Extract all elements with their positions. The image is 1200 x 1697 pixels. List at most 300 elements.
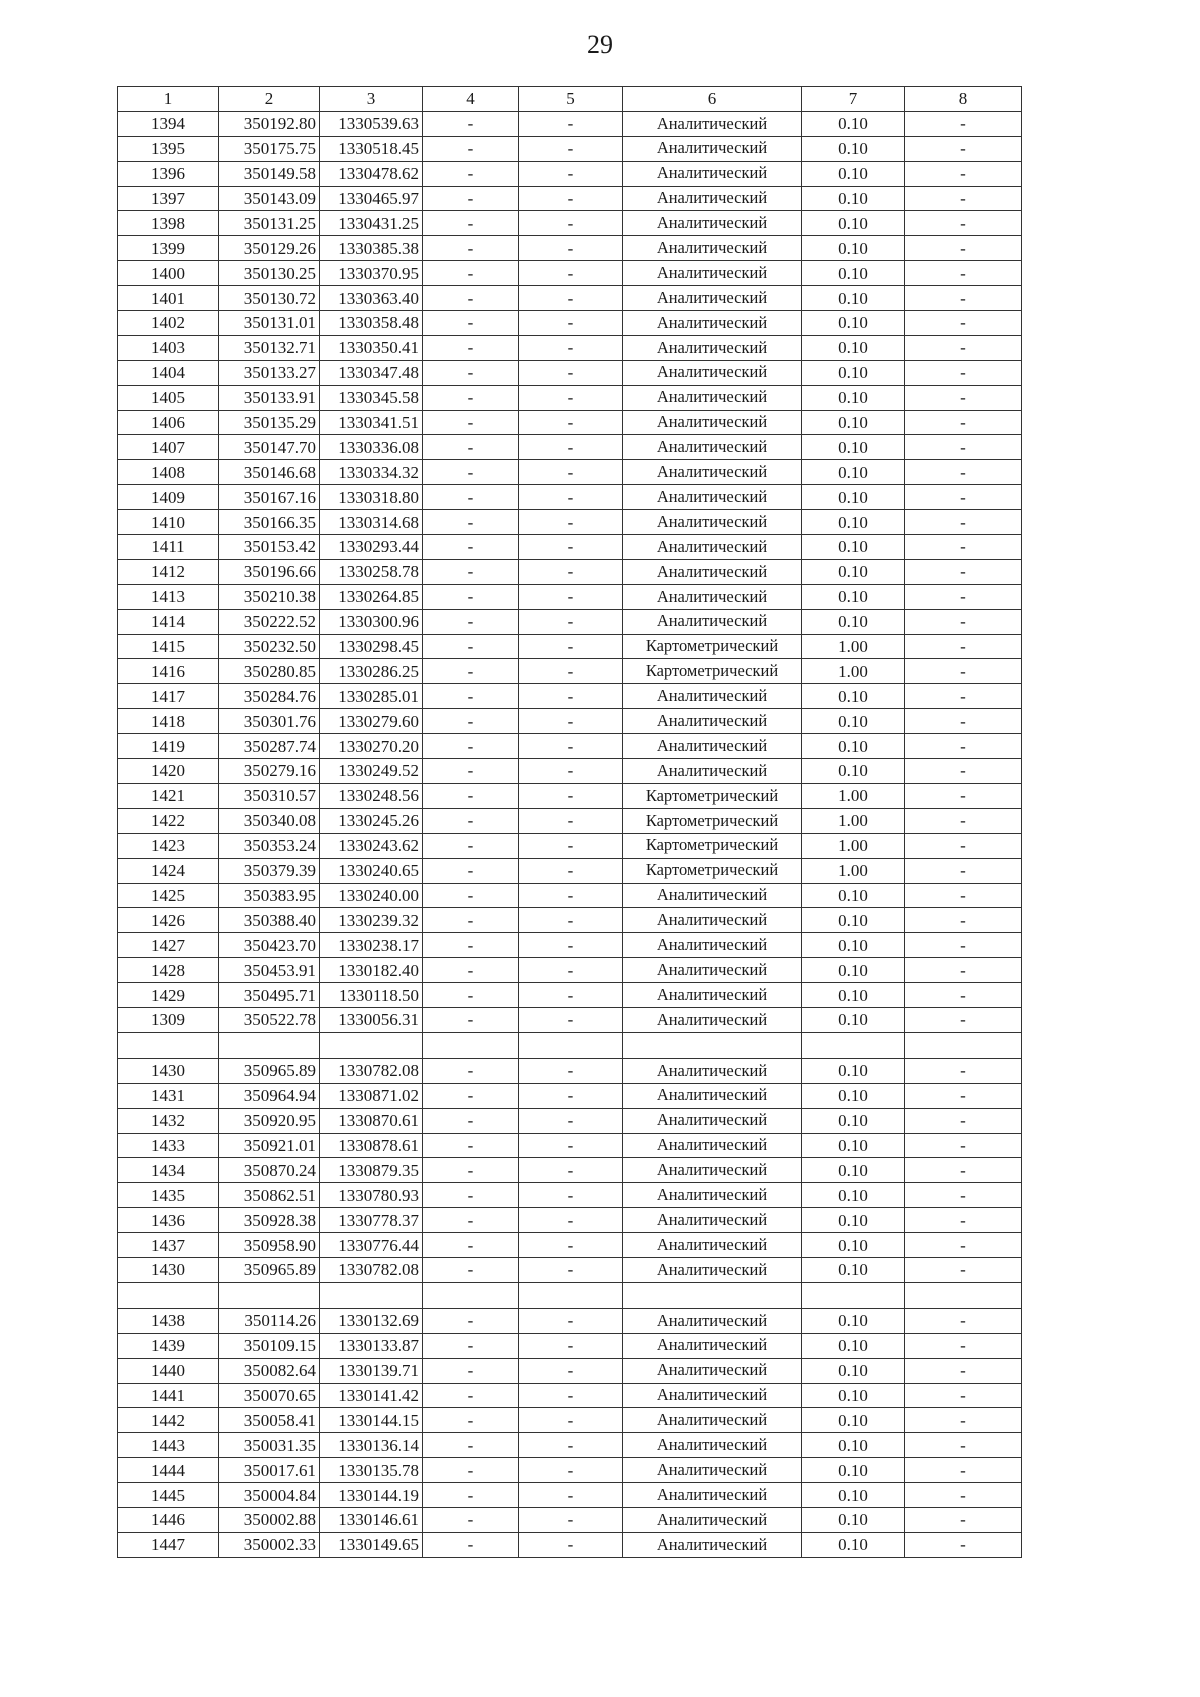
table-cell: - xyxy=(519,286,623,311)
table-cell: - xyxy=(519,510,623,535)
table-cell: 350133.27 xyxy=(219,360,320,385)
table-cell: Аналитический xyxy=(623,1308,802,1333)
table-row xyxy=(118,783,1022,808)
table-cell: 1402 xyxy=(118,311,219,336)
table-cell xyxy=(802,1032,905,1058)
table-cell: - xyxy=(423,808,519,833)
table-cell: 1330144.19 xyxy=(320,1483,423,1508)
table-cell: - xyxy=(423,759,519,784)
table-cell: - xyxy=(905,186,1022,211)
table-cell: 1419 xyxy=(118,734,219,759)
table-cell: 1404 xyxy=(118,360,219,385)
table-cell: 1435 xyxy=(118,1183,219,1208)
table-row xyxy=(118,335,1022,360)
table-cell: - xyxy=(423,111,519,136)
table-cell: Аналитический xyxy=(623,111,802,136)
table-cell: 1444 xyxy=(118,1458,219,1483)
table-cell: 1429 xyxy=(118,983,219,1008)
table-cell: 1330139.71 xyxy=(320,1358,423,1383)
table-cell: 1411 xyxy=(118,535,219,560)
table-cell: 1330286.25 xyxy=(320,659,423,684)
table-cell: - xyxy=(905,410,1022,435)
table-cell: - xyxy=(519,1233,623,1258)
table-cell: Аналитический xyxy=(623,236,802,261)
table-cell: 1330539.63 xyxy=(320,111,423,136)
table-cell: - xyxy=(423,734,519,759)
table-cell: 1433 xyxy=(118,1133,219,1158)
table-cell: - xyxy=(423,933,519,958)
table-cell: 1330385.38 xyxy=(320,236,423,261)
table-cell: Аналитический xyxy=(623,759,802,784)
table-cell: 1405 xyxy=(118,385,219,410)
table-cell: - xyxy=(905,858,1022,883)
table-cell: - xyxy=(519,1383,623,1408)
table-cell: 350002.88 xyxy=(219,1507,320,1532)
column-header: 5 xyxy=(519,87,623,112)
table-cell: 0.10 xyxy=(802,1257,905,1282)
table-cell xyxy=(519,1032,623,1058)
table-cell: - xyxy=(519,1358,623,1383)
table-cell: 0.10 xyxy=(802,535,905,560)
table-cell: - xyxy=(905,759,1022,784)
table-row xyxy=(118,734,1022,759)
table-cell: 0.10 xyxy=(802,186,905,211)
table-cell: - xyxy=(519,833,623,858)
header-row xyxy=(118,87,1022,112)
table-cell: 0.10 xyxy=(802,485,905,510)
table-cell: 1330144.15 xyxy=(320,1408,423,1433)
table-cell: 350109.15 xyxy=(219,1333,320,1358)
table-cell: - xyxy=(519,559,623,584)
table-cell: 0.10 xyxy=(802,1532,905,1557)
table-cell: Аналитический xyxy=(623,1507,802,1532)
table-cell: - xyxy=(423,335,519,360)
table-cell: - xyxy=(423,1383,519,1408)
table-cell: - xyxy=(519,136,623,161)
table-cell: - xyxy=(423,1433,519,1458)
table-cell: - xyxy=(905,958,1022,983)
table-cell: 1394 xyxy=(118,111,219,136)
table-cell: - xyxy=(519,933,623,958)
table-cell: - xyxy=(519,1333,623,1358)
table-cell: - xyxy=(905,161,1022,186)
table-cell: - xyxy=(423,1183,519,1208)
table-cell: 1446 xyxy=(118,1507,219,1532)
table-cell: 350175.75 xyxy=(219,136,320,161)
table-cell: - xyxy=(423,1208,519,1233)
table-cell: 1423 xyxy=(118,833,219,858)
table-cell: 0.10 xyxy=(802,410,905,435)
table-cell: 1.00 xyxy=(802,634,905,659)
table-cell: 0.10 xyxy=(802,460,905,485)
table-cell: 1424 xyxy=(118,858,219,883)
table-cell: - xyxy=(519,609,623,634)
table-row xyxy=(118,908,1022,933)
table-cell xyxy=(320,1282,423,1308)
table-cell: 350167.16 xyxy=(219,485,320,510)
table-cell: 1415 xyxy=(118,634,219,659)
table-cell: 1409 xyxy=(118,485,219,510)
table-cell: 1330778.37 xyxy=(320,1208,423,1233)
table-cell: 1330258.78 xyxy=(320,559,423,584)
table-cell: 1431 xyxy=(118,1083,219,1108)
table-row xyxy=(118,1108,1022,1133)
table-cell xyxy=(802,1282,905,1308)
table-cell: 1445 xyxy=(118,1483,219,1508)
table-cell: 0.10 xyxy=(802,211,905,236)
table-cell: Аналитический xyxy=(623,1133,802,1158)
table-cell: - xyxy=(423,535,519,560)
table-cell: 1330118.50 xyxy=(320,983,423,1008)
table-cell: - xyxy=(519,485,623,510)
table-cell: 350082.64 xyxy=(219,1358,320,1383)
table-cell: 1330363.40 xyxy=(320,286,423,311)
table-row xyxy=(118,1058,1022,1083)
table-row xyxy=(118,1507,1022,1532)
table-cell: 1441 xyxy=(118,1383,219,1408)
table-cell: Аналитический xyxy=(623,385,802,410)
table-cell: 1428 xyxy=(118,958,219,983)
table-cell: - xyxy=(905,485,1022,510)
table-cell: 1330782.08 xyxy=(320,1058,423,1083)
table-cell: - xyxy=(905,1383,1022,1408)
table-cell: - xyxy=(905,1233,1022,1258)
table-cell: Аналитический xyxy=(623,684,802,709)
table-row xyxy=(118,883,1022,908)
table-row xyxy=(118,609,1022,634)
table-cell: 350522.78 xyxy=(219,1007,320,1032)
table-cell: 350921.01 xyxy=(219,1133,320,1158)
table-cell: - xyxy=(423,286,519,311)
table-cell: - xyxy=(423,1108,519,1133)
table-cell: 1330239.32 xyxy=(320,908,423,933)
table-cell: - xyxy=(905,1133,1022,1158)
table-row xyxy=(118,535,1022,560)
table-cell: 1330318.80 xyxy=(320,485,423,510)
table-cell: 0.10 xyxy=(802,1433,905,1458)
table-cell: 350284.76 xyxy=(219,684,320,709)
table-cell xyxy=(118,1032,219,1058)
table-row xyxy=(118,385,1022,410)
table-cell xyxy=(905,1282,1022,1308)
table-cell: 0.10 xyxy=(802,385,905,410)
table-cell: Аналитический xyxy=(623,1183,802,1208)
table-cell: - xyxy=(519,958,623,983)
table-row xyxy=(118,311,1022,336)
table-row xyxy=(118,1308,1022,1333)
table-cell: 350353.24 xyxy=(219,833,320,858)
table-cell: 1330135.78 xyxy=(320,1458,423,1483)
table-cell: - xyxy=(423,709,519,734)
table-cell: 350301.76 xyxy=(219,709,320,734)
table-cell: 0.10 xyxy=(802,1483,905,1508)
table-cell: 1432 xyxy=(118,1108,219,1133)
table-cell: - xyxy=(519,1458,623,1483)
table-cell: 0.10 xyxy=(802,510,905,535)
table-cell: 0.10 xyxy=(802,1183,905,1208)
table-cell: 0.10 xyxy=(802,684,905,709)
table-cell: 0.10 xyxy=(802,335,905,360)
table-cell: 350340.08 xyxy=(219,808,320,833)
table-cell: - xyxy=(905,435,1022,460)
table-cell: 0.10 xyxy=(802,1058,905,1083)
table-row xyxy=(118,808,1022,833)
table-cell xyxy=(423,1282,519,1308)
table-cell: 350388.40 xyxy=(219,908,320,933)
table-cell: - xyxy=(905,460,1022,485)
table-row xyxy=(118,833,1022,858)
table-cell: 1330240.65 xyxy=(320,858,423,883)
table-row xyxy=(118,709,1022,734)
table-row xyxy=(118,435,1022,460)
table-cell: - xyxy=(905,335,1022,360)
table-cell: Аналитический xyxy=(623,1233,802,1258)
table-cell: 1330136.14 xyxy=(320,1433,423,1458)
table-row xyxy=(118,933,1022,958)
table-cell: 1330350.41 xyxy=(320,335,423,360)
table-cell: - xyxy=(519,684,623,709)
table-row xyxy=(118,186,1022,211)
table-cell: 1330358.48 xyxy=(320,311,423,336)
table-cell: 1418 xyxy=(118,709,219,734)
table-cell: 1309 xyxy=(118,1007,219,1032)
table-cell: 1330879.35 xyxy=(320,1158,423,1183)
table-cell: 1330270.20 xyxy=(320,734,423,759)
table-cell: 1399 xyxy=(118,236,219,261)
table-cell: 0.10 xyxy=(802,261,905,286)
table-cell: - xyxy=(905,360,1022,385)
table-cell: 0.10 xyxy=(802,759,905,784)
table-cell: 0.10 xyxy=(802,236,905,261)
table-cell: 350153.42 xyxy=(219,535,320,560)
column-header: 8 xyxy=(905,87,1022,112)
table-cell: 1330149.65 xyxy=(320,1532,423,1557)
table-cell: 1426 xyxy=(118,908,219,933)
table-row xyxy=(118,1133,1022,1158)
table-cell: - xyxy=(905,584,1022,609)
table-cell: 1330518.45 xyxy=(320,136,423,161)
table-cell: - xyxy=(519,1007,623,1032)
table-cell: - xyxy=(905,211,1022,236)
table-cell: 0.10 xyxy=(802,983,905,1008)
table-cell: Картометрический xyxy=(623,858,802,883)
table-row xyxy=(118,485,1022,510)
table-cell: Картометрический xyxy=(623,808,802,833)
table-cell xyxy=(219,1282,320,1308)
table-row xyxy=(118,1483,1022,1508)
table-row xyxy=(118,510,1022,535)
table-cell: Аналитический xyxy=(623,211,802,236)
table-cell: Аналитический xyxy=(623,584,802,609)
table-cell: Аналитический xyxy=(623,1158,802,1183)
table-cell: 1434 xyxy=(118,1158,219,1183)
table-row xyxy=(118,1358,1022,1383)
table-cell: 1438 xyxy=(118,1308,219,1333)
table-cell: - xyxy=(423,1133,519,1158)
table-cell: - xyxy=(905,236,1022,261)
table-cell: - xyxy=(423,485,519,510)
table-row xyxy=(118,684,1022,709)
table-row xyxy=(118,659,1022,684)
table-cell: 350133.91 xyxy=(219,385,320,410)
table-cell: 1440 xyxy=(118,1358,219,1383)
table-cell: - xyxy=(423,1532,519,1557)
table-cell: 1427 xyxy=(118,933,219,958)
table-cell: Аналитический xyxy=(623,1532,802,1557)
table-cell: 350147.70 xyxy=(219,435,320,460)
table-cell: 0.10 xyxy=(802,734,905,759)
table-row xyxy=(118,1083,1022,1108)
table-cell: 350130.25 xyxy=(219,261,320,286)
table-row xyxy=(118,1032,1022,1058)
table-cell: Аналитический xyxy=(623,311,802,336)
table-cell: 1330238.17 xyxy=(320,933,423,958)
table-cell: 0.10 xyxy=(802,1158,905,1183)
table-cell: 1406 xyxy=(118,410,219,435)
table-cell: 0.10 xyxy=(802,1007,905,1032)
table-cell: - xyxy=(423,1458,519,1483)
table-cell: - xyxy=(905,1333,1022,1358)
table-row xyxy=(118,1433,1022,1458)
table-cell: - xyxy=(905,136,1022,161)
table-cell: 1330341.51 xyxy=(320,410,423,435)
table-cell: - xyxy=(519,335,623,360)
table-cell: 1330782.08 xyxy=(320,1257,423,1282)
table-cell: - xyxy=(423,958,519,983)
table-cell: 0.10 xyxy=(802,111,905,136)
table-cell: - xyxy=(423,783,519,808)
table-cell: - xyxy=(905,1007,1022,1032)
table-cell: 1330776.44 xyxy=(320,1233,423,1258)
table-cell: - xyxy=(519,460,623,485)
table-row xyxy=(118,261,1022,286)
table-cell: - xyxy=(423,684,519,709)
table-cell: 1330345.58 xyxy=(320,385,423,410)
table-cell: 1.00 xyxy=(802,858,905,883)
table-cell: - xyxy=(905,734,1022,759)
table-cell: 0.10 xyxy=(802,584,905,609)
table-cell: Аналитический xyxy=(623,1358,802,1383)
table-cell: Аналитический xyxy=(623,1058,802,1083)
table-cell: - xyxy=(519,1257,623,1282)
table-cell: 0.10 xyxy=(802,311,905,336)
table-cell: 0.10 xyxy=(802,1358,905,1383)
table-cell: 1330478.62 xyxy=(320,161,423,186)
table-cell: 1420 xyxy=(118,759,219,784)
table-cell: - xyxy=(905,1083,1022,1108)
table-cell: 1330056.31 xyxy=(320,1007,423,1032)
table-cell: Картометрический xyxy=(623,634,802,659)
table-cell: 350958.90 xyxy=(219,1233,320,1258)
table-row xyxy=(118,161,1022,186)
table-cell: Аналитический xyxy=(623,161,802,186)
table-cell: - xyxy=(905,1408,1022,1433)
coordinates-table xyxy=(117,86,1022,1558)
table-cell: - xyxy=(905,908,1022,933)
table-cell: - xyxy=(905,1108,1022,1133)
table-cell: 350920.95 xyxy=(219,1108,320,1133)
table-row xyxy=(118,211,1022,236)
table-cell: 350964.94 xyxy=(219,1083,320,1108)
table-cell: Аналитический xyxy=(623,958,802,983)
table-cell: - xyxy=(423,1257,519,1282)
table-cell: 0.10 xyxy=(802,1383,905,1408)
table-cell: 350928.38 xyxy=(219,1208,320,1233)
table-cell: - xyxy=(519,1183,623,1208)
table-cell: Аналитический xyxy=(623,1383,802,1408)
table-cell: 1330279.60 xyxy=(320,709,423,734)
table-cell: 1330249.52 xyxy=(320,759,423,784)
table-cell: 350196.66 xyxy=(219,559,320,584)
table-cell: Аналитический xyxy=(623,908,802,933)
table-cell: - xyxy=(423,908,519,933)
table-cell xyxy=(423,1032,519,1058)
table-cell: 1439 xyxy=(118,1333,219,1358)
table-row xyxy=(118,559,1022,584)
table-cell: - xyxy=(905,833,1022,858)
table-cell: - xyxy=(423,559,519,584)
table-cell: - xyxy=(905,1458,1022,1483)
table-row xyxy=(118,634,1022,659)
table-cell: Аналитический xyxy=(623,1257,802,1282)
table-cell: - xyxy=(423,186,519,211)
table-row xyxy=(118,1208,1022,1233)
table-row xyxy=(118,584,1022,609)
table-cell: 350149.58 xyxy=(219,161,320,186)
table-cell: 350114.26 xyxy=(219,1308,320,1333)
table-cell: Аналитический xyxy=(623,435,802,460)
table-cell: Аналитический xyxy=(623,186,802,211)
table-cell: 1330240.00 xyxy=(320,883,423,908)
table-cell: - xyxy=(519,1532,623,1557)
table-cell: - xyxy=(905,808,1022,833)
table-cell: - xyxy=(423,211,519,236)
table-cell: - xyxy=(519,161,623,186)
table-cell: - xyxy=(905,1208,1022,1233)
table-cell: - xyxy=(423,435,519,460)
table-cell: 0.10 xyxy=(802,1133,905,1158)
table-cell: - xyxy=(423,883,519,908)
table-cell: 0.10 xyxy=(802,709,905,734)
table-cell: 350310.57 xyxy=(219,783,320,808)
table-cell xyxy=(623,1282,802,1308)
table-cell: 1330334.32 xyxy=(320,460,423,485)
table-cell xyxy=(623,1032,802,1058)
table-cell: 350379.39 xyxy=(219,858,320,883)
table-cell: - xyxy=(905,1183,1022,1208)
table-cell: 350131.25 xyxy=(219,211,320,236)
table-cell: 350002.33 xyxy=(219,1532,320,1557)
table-cell: 0.10 xyxy=(802,933,905,958)
table-row xyxy=(118,1383,1022,1408)
table-cell: Аналитический xyxy=(623,1483,802,1508)
table-cell: 0.10 xyxy=(802,360,905,385)
table-cell: - xyxy=(423,1083,519,1108)
table-cell: - xyxy=(905,1257,1022,1282)
column-header: 3 xyxy=(320,87,423,112)
table-cell: 350017.61 xyxy=(219,1458,320,1483)
table-cell xyxy=(118,1282,219,1308)
table-cell: - xyxy=(423,1507,519,1532)
table-row xyxy=(118,111,1022,136)
column-header: 1 xyxy=(118,87,219,112)
table-cell: 350166.35 xyxy=(219,510,320,535)
table-cell: - xyxy=(423,1233,519,1258)
table-cell: - xyxy=(519,883,623,908)
table-cell: 1447 xyxy=(118,1532,219,1557)
table-cell: Аналитический xyxy=(623,360,802,385)
table-row xyxy=(118,410,1022,435)
